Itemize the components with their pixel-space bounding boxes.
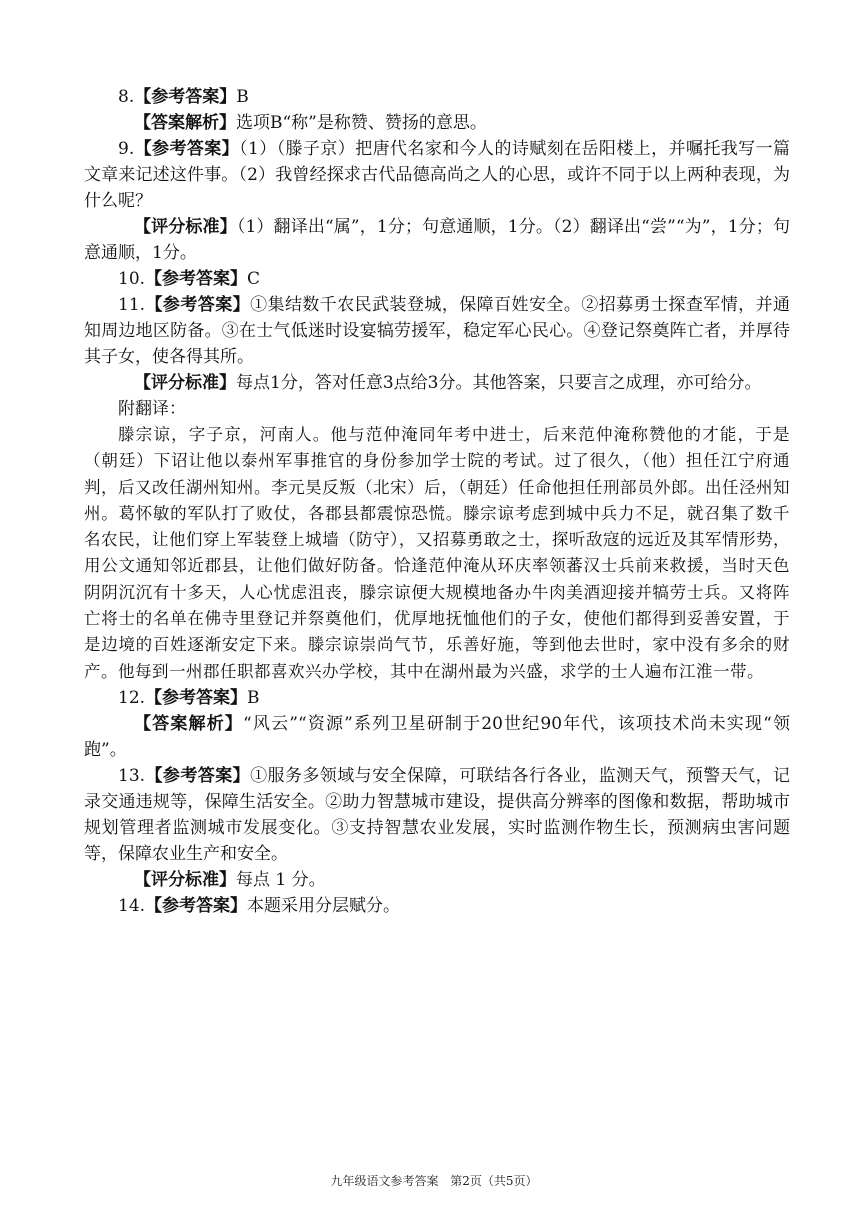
q9-number: 9. — [118, 139, 135, 159]
q11-score-tag: 【评分标准】 — [134, 373, 236, 393]
q9-answer-text: （1）（滕子京）把唐代名家和今人的诗赋刻在岳阳楼上，并嘱托我写一篇文章来记述这件事。（2）我曾经探求古代品德高尚之人的心思，或许不同于以上两种表现，为什么呢？ — [84, 139, 791, 211]
q13-score-tag: 【评分标准】 — [134, 869, 236, 890]
q9-scoring — [84, 214, 790, 266]
q8-explain-tag: 【答案解析】 — [134, 113, 236, 133]
q14-answer-text: 本题采用分层赋分。 — [247, 895, 401, 916]
q12-number: 12. — [118, 687, 146, 708]
q13-scoring — [84, 867, 790, 893]
q11-score-text: 每点1分，答对任意3点给3分。其他答案，只要言之成理，亦可给分。 — [236, 373, 762, 393]
q11-translation: 滕宗谅，字子京，河南人。他与范仲淹同年考中进士，后来范仲淹称赞他的才能，于是（朝廷）下诏让他以泰州军事推官的身份参加学士院的考试。过了很久，（他）担任江宁府通判，后又改任湖州知州。李元昊反叛（北宋）后，（朝廷）任命他担任刑部员外郎。出任泾州知州。葛怀敏的军队打了败仗，各郡县都震惊恐慌。滕宗谅考虑到城中兵力不足，就召集了数千名农民，让他们穿上军装登上城墙（防守），又招募勇敢之士，探听敌寇的远近及其军情形势，用公文通知邻近郡县，让他们做好防备。恰逢范仲淹从环庆率领蕃汉士兵前来救援，当时天色阴阴沉沉有十多天，人心忧虑沮丧，滕宗谅便大规模地备办牛肉美酒迎接并犒劳士兵。又将阵亡将士的名单在佛寺里登记并祭奠他们，优厚地抚恤他们的子女，使他们都得到妥善安置，于是边境的百姓逐渐安定下来。滕宗谅崇尚气节，乐善好施，等到他去世时，家中没有多余的财产。他每到一州郡任职都喜欢兴办学校，其中在湖州最为兴盛，求学的士人遍布江淮一带。 — [84, 425, 790, 681]
q11-scoring — [84, 370, 790, 396]
page-footer — [0, 1172, 868, 1189]
q11-answer-tag: 【参考答案】 — [145, 295, 251, 315]
q13-answer — [84, 763, 790, 867]
q10-answer-tag: 【参考答案】 — [145, 269, 248, 289]
q12-answer-text: B — [247, 687, 260, 708]
q11-number: 11. — [118, 295, 146, 315]
q14-answer — [84, 893, 790, 919]
answer-content — [84, 84, 790, 919]
q13-number: 13. — [118, 765, 146, 786]
q12-explanation — [84, 711, 790, 763]
q8-answer-tag: 【参考答案】 — [134, 87, 237, 107]
q12-answer — [84, 685, 790, 711]
q13-answer-text: ①服务多领域与安全保障，可联结各行各业，监测天气，预警天气，记录交通违规等，保障生活安全。②助力智慧城市建设，提供高分辨率的图像和数据，帮助城市规划管理者监测城市发展变化。③支持智慧农业发展，实时监测作物生长，预测病虫害问题等，保障农业生产和安全。 — [84, 765, 791, 864]
q9-score-text: （1）翻译出“属”，1分；句意通顺，1分。（2）翻译出“尝”“为”，1分；句意通顺，1分。 — [84, 217, 790, 263]
q8-answer — [84, 84, 790, 110]
q14-number: 14. — [118, 895, 146, 916]
q13-answer-tag: 【参考答案】 — [145, 765, 251, 786]
q8-number: 8. — [118, 87, 135, 107]
footer-title: 九年级语文参考答案 — [330, 1174, 439, 1188]
q8-explain-text: 选项B“称”是称赞、赞扬的意思。 — [236, 113, 487, 133]
footer-page-number: 第2页（共5页） — [450, 1174, 538, 1188]
q8-answer-text: B — [236, 87, 249, 107]
q11-translation-label: 附翻译： — [118, 399, 186, 419]
q10-answer-text: C — [247, 269, 261, 289]
q12-explain-tag: 【答案解析】 — [134, 713, 244, 734]
q13-score-text: 每点 1 分。 — [236, 869, 326, 890]
q11-answer-text: ①集结数千农民武装登城，保障百姓安全。②招募勇士探查军情，并通知周边地区防备。③在士气低迷时设宴犒劳援军，稳定军心民心。④登记祭奠阵亡者，并厚待其子女，使各得其所。 — [84, 295, 791, 367]
q12-answer-tag: 【参考答案】 — [145, 687, 248, 708]
q12-explain-text: “风云”“资源”系列卫星研制于20世纪90年代，该项技术尚未实现“领跑”。 — [84, 713, 790, 760]
q10-answer — [84, 266, 790, 292]
q10-number: 10. — [118, 269, 146, 289]
q9-score-tag: 【评分标准】 — [134, 217, 237, 237]
q9-answer-tag: 【参考答案】 — [134, 139, 240, 159]
q11-answer — [84, 292, 790, 370]
q14-answer-tag: 【参考答案】 — [145, 895, 248, 916]
q8-explanation — [84, 110, 790, 136]
q9-answer — [84, 136, 790, 214]
